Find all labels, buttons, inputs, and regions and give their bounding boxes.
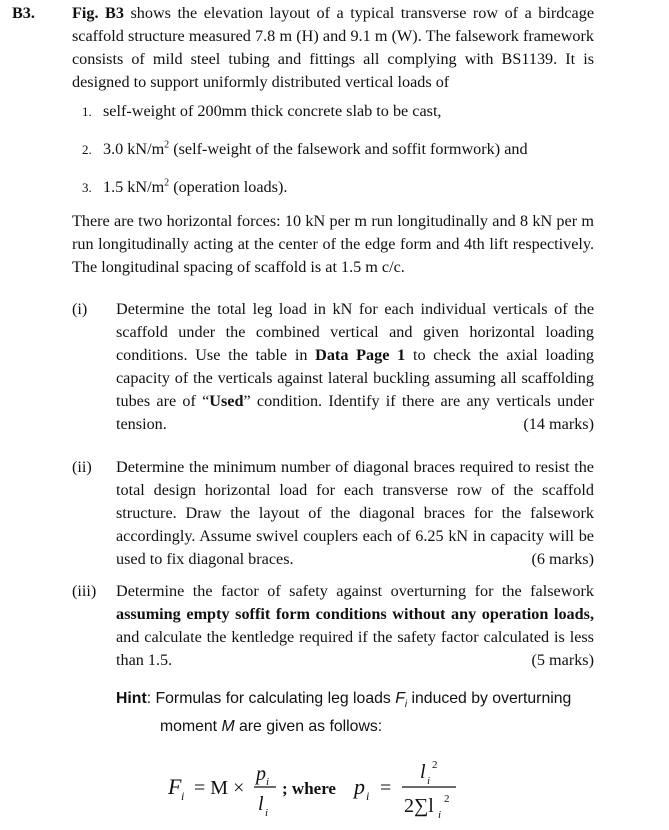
var-m: M: [221, 718, 235, 736]
formula-eq2: =: [380, 777, 392, 799]
part-text: to check the axial loading capacity of the verticals against lateral buckling assuming all scaffolding tubes are of “: [116, 346, 595, 410]
load-number: 1.: [82, 104, 92, 119]
load-text: [103, 176, 287, 199]
part-text: and calculate the kentledge required if the safety factor calculated is less than 1.5.: [116, 628, 594, 669]
load-value: 1.5 kN/m: [103, 178, 165, 196]
part-text: Determine the total leg load in kN for each individual verticals of the scaffold under the combined vertical and given horizontal loading conditions. Use the table in: [116, 300, 594, 364]
var-subscript: i: [404, 699, 408, 711]
marks: (14 marks): [523, 415, 594, 433]
hint-text: induced by overturning: [407, 690, 572, 707]
hint-text: : Formulas for calculating leg loads: [146, 690, 396, 707]
hint-line-2: [116, 716, 594, 738]
part-text: Determine the minimum number of diagonal braces required to resist the total design horizontal load for each transverse row of the scaffold structure. Draw the layout of the diagonal braces for the falsework accordingly. Assume swivel couplers each of 6.25 kN in capacity will be used to fix diagonal braces.: [116, 458, 594, 568]
formula-rhs-sub: i: [366, 789, 370, 803]
load-description: (operation loads).: [169, 178, 288, 196]
formula-rhs-num-exp: 2: [432, 759, 438, 771]
formula-num-sub: i: [266, 776, 270, 788]
leg-load-formula: [168, 756, 488, 822]
question-intro: [72, 2, 594, 94]
part-label: (i): [72, 300, 88, 318]
load-exponent: 2: [164, 139, 170, 151]
part-text: Determine the factor of safety against overturning for the falsework: [116, 582, 594, 600]
formula-eq: = M ×: [194, 777, 245, 799]
load-item: [72, 100, 612, 138]
formula-rhs-den: 2∑l: [404, 795, 434, 817]
load-number: 2.: [82, 142, 92, 157]
formula-where: ; where: [282, 779, 336, 798]
formula-lhs: F: [168, 774, 182, 799]
formula-rhs-num: l: [420, 761, 426, 783]
condition-term: Used: [209, 392, 244, 410]
load-exponent: 2: [164, 177, 170, 189]
question-number: B3.: [12, 4, 35, 22]
intro-text: shows the elevation layout of a typical transverse row of a birdcage scaffold structure measured 7.8 m (H) and 9.1 m (W). The falsework framework consists of mild steel tubing and fittings all complying with BS1139. It is designed to support uniformly distributed vertical loads of: [72, 4, 595, 91]
hint-line-1: [116, 688, 594, 716]
load-number: 3.: [82, 180, 92, 195]
load-description: (self-weight of the falsework and soffit formwork) and: [169, 140, 528, 158]
load-item: [72, 176, 612, 214]
formula-rhs-num-sub: i: [427, 775, 431, 787]
data-page-reference: Data Page 1: [315, 346, 406, 364]
hint-text: moment: [160, 718, 222, 736]
horizontal-forces-text: There are two horizontal forces: 10 kN per m run longitudinally and 8 kN per m run longitudinally acting at the center of the edge form and 4th lift respectively. The longitudinal spacing of scaffold is at 1.5 m c/c.: [72, 212, 594, 276]
part-iii: [72, 580, 594, 670]
part-label: (ii): [72, 458, 92, 476]
load-text: [103, 138, 528, 161]
load-text: self-weight of 200mm thick concrete slab to be cast,: [103, 102, 442, 120]
part-i: [72, 298, 594, 438]
figure-reference: Fig. B3: [72, 4, 124, 22]
var-f: F: [395, 690, 405, 707]
formula-rhs-den-sub: i: [438, 809, 442, 821]
marks: (5 marks): [531, 651, 594, 669]
hint-label: Hint: [116, 690, 147, 707]
load-list: [72, 100, 612, 214]
part-body: [116, 580, 594, 672]
formula-den: l: [258, 793, 264, 815]
hint-text: are given as follows:: [234, 718, 383, 736]
load-value: 3.0 kN/m: [103, 140, 165, 158]
part-body: [116, 298, 594, 436]
formula-rhs-lhs: p: [354, 774, 365, 799]
load-item: [72, 138, 612, 176]
formula-den-sub: i: [265, 807, 269, 819]
emphasis-text: assuming empty soffit form conditions without any operation loads,: [116, 605, 594, 623]
part-ii: [72, 456, 594, 566]
part-label: (iii): [72, 582, 97, 600]
part-text: ” condition. Identify if there are any verticals under tension.: [116, 392, 594, 433]
formula-num: p: [256, 763, 266, 785]
formula-lhs-sub: i: [181, 789, 185, 803]
marks: (6 marks): [531, 550, 594, 568]
part-body: [116, 456, 594, 571]
hint-block: [116, 688, 594, 738]
formula-rhs-den-exp: 2: [444, 793, 450, 805]
